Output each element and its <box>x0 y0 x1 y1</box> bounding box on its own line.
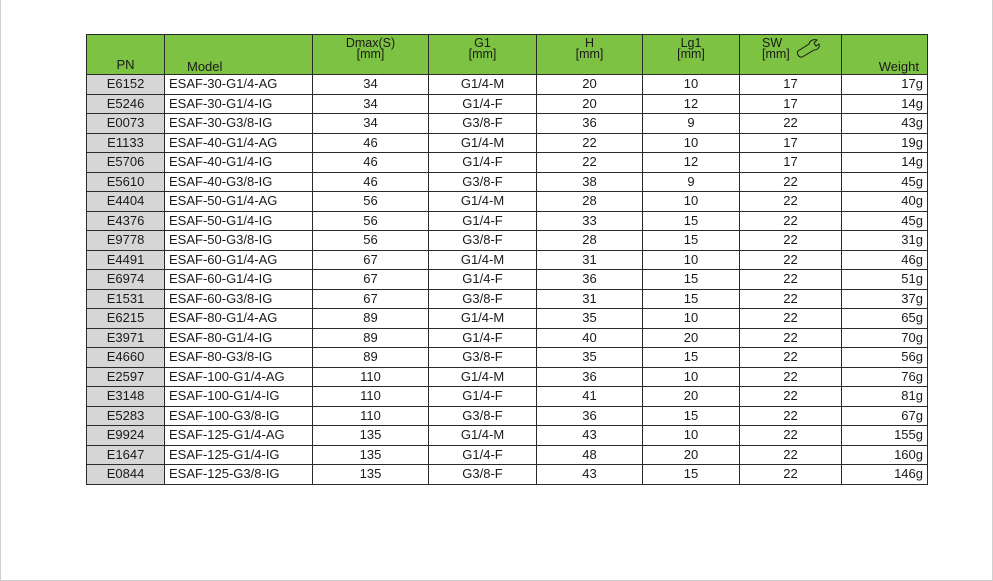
pn-cell: E5283 <box>87 406 165 426</box>
lg1-cell: 10 <box>643 192 740 212</box>
lg1-cell: 20 <box>643 445 740 465</box>
g1-cell: G1/4-F <box>429 153 537 173</box>
dmax-cell: 89 <box>313 348 429 368</box>
pn-cell: E4404 <box>87 192 165 212</box>
dmax-cell: 67 <box>313 270 429 290</box>
h-cell: 36 <box>537 367 643 387</box>
sw-cell: 22 <box>740 211 842 231</box>
lg1-cell: 15 <box>643 406 740 426</box>
wrench-icon <box>795 38 823 62</box>
h-cell: 31 <box>537 250 643 270</box>
pn-cell: E1647 <box>87 445 165 465</box>
model-cell: ESAF-30-G1/4-IG <box>165 94 313 114</box>
table-row <box>87 426 928 446</box>
dmax-cell: 135 <box>313 445 429 465</box>
header-h-name: H <box>584 36 595 50</box>
pn-cell: E0073 <box>87 114 165 134</box>
table-row <box>87 153 928 173</box>
dmax-cell: 46 <box>313 133 429 153</box>
weight-cell: 81g <box>842 387 928 407</box>
table-row <box>87 387 928 407</box>
table-row <box>87 114 928 134</box>
dmax-cell: 34 <box>313 75 429 95</box>
lg1-cell: 15 <box>643 231 740 251</box>
sw-cell: 22 <box>740 367 842 387</box>
weight-cell: 160g <box>842 445 928 465</box>
pn-cell: E2597 <box>87 367 165 387</box>
table-row <box>87 192 928 212</box>
header-pn: PN <box>87 35 165 75</box>
h-cell: 22 <box>537 153 643 173</box>
lg1-cell: 20 <box>643 387 740 407</box>
dmax-cell: 110 <box>313 367 429 387</box>
header-g1-name: G1 <box>474 36 491 50</box>
g1-cell: G3/8-F <box>429 231 537 251</box>
header-g1-unit: [mm] <box>468 47 497 61</box>
weight-cell: 43g <box>842 114 928 134</box>
h-cell: 40 <box>537 328 643 348</box>
weight-cell: 40g <box>842 192 928 212</box>
header-row <box>87 35 928 75</box>
header-lg1-name: Lg1 <box>680 36 702 50</box>
sw-cell: 22 <box>740 387 842 407</box>
model-cell: ESAF-30-G3/8-IG <box>165 114 313 134</box>
table-row <box>87 465 928 485</box>
weight-cell: 45g <box>842 211 928 231</box>
dmax-cell: 135 <box>313 426 429 446</box>
table-row <box>87 406 928 426</box>
pn-cell: E5610 <box>87 172 165 192</box>
dmax-cell: 67 <box>313 250 429 270</box>
table-row <box>87 250 928 270</box>
sw-cell: 22 <box>740 406 842 426</box>
model-cell: ESAF-60-G3/8-IG <box>165 289 313 309</box>
pn-cell: E4660 <box>87 348 165 368</box>
dmax-cell: 89 <box>313 328 429 348</box>
dmax-cell: 67 <box>313 289 429 309</box>
g1-cell: G1/4-M <box>429 426 537 446</box>
dmax-cell: 56 <box>313 211 429 231</box>
pn-cell: E4376 <box>87 211 165 231</box>
table-row <box>87 172 928 192</box>
pn-cell: E3148 <box>87 387 165 407</box>
h-cell: 20 <box>537 75 643 95</box>
pn-cell: E5246 <box>87 94 165 114</box>
lg1-cell: 9 <box>643 114 740 134</box>
dmax-cell: 56 <box>313 192 429 212</box>
header-sw <box>740 35 842 75</box>
weight-cell: 45g <box>842 172 928 192</box>
table-row <box>87 211 928 231</box>
lg1-cell: 12 <box>643 153 740 173</box>
sw-cell: 17 <box>740 133 842 153</box>
lg1-cell: 10 <box>643 367 740 387</box>
h-cell: 35 <box>537 309 643 329</box>
weight-cell: 67g <box>842 406 928 426</box>
weight-cell: 19g <box>842 133 928 153</box>
g1-cell: G1/4-M <box>429 367 537 387</box>
weight-cell: 14g <box>842 94 928 114</box>
lg1-cell: 12 <box>643 94 740 114</box>
model-cell: ESAF-80-G1/4-IG <box>165 328 313 348</box>
header-h-unit: [mm] <box>575 47 604 61</box>
g1-cell: G1/4-F <box>429 328 537 348</box>
pn-cell: E5706 <box>87 153 165 173</box>
model-cell: ESAF-60-G1/4-AG <box>165 250 313 270</box>
pn-cell: E9924 <box>87 426 165 446</box>
lg1-cell: 9 <box>643 172 740 192</box>
weight-cell: 146g <box>842 465 928 485</box>
lg1-cell: 15 <box>643 270 740 290</box>
h-cell: 41 <box>537 387 643 407</box>
model-cell: ESAF-125-G3/8-IG <box>165 465 313 485</box>
sw-cell: 22 <box>740 348 842 368</box>
dmax-cell: 89 <box>313 309 429 329</box>
dmax-cell: 110 <box>313 387 429 407</box>
pn-cell: E9778 <box>87 231 165 251</box>
model-cell: ESAF-50-G1/4-IG <box>165 211 313 231</box>
g1-cell: G1/4-F <box>429 94 537 114</box>
sw-cell: 22 <box>740 309 842 329</box>
g1-cell: G1/4-M <box>429 192 537 212</box>
header-lg1-unit: [mm] <box>677 47 705 61</box>
table-row <box>87 231 928 251</box>
h-cell: 33 <box>537 211 643 231</box>
header-sw-name: SW <box>762 36 783 50</box>
g1-cell: G1/4-M <box>429 250 537 270</box>
lg1-cell: 10 <box>643 426 740 446</box>
sw-cell: 22 <box>740 426 842 446</box>
h-cell: 28 <box>537 231 643 251</box>
sw-cell: 22 <box>740 270 842 290</box>
table-row <box>87 94 928 114</box>
h-cell: 43 <box>537 426 643 446</box>
g1-cell: G3/8-F <box>429 172 537 192</box>
weight-cell: 14g <box>842 153 928 173</box>
header-model: Model <box>165 35 313 75</box>
model-cell: ESAF-125-G1/4-IG <box>165 445 313 465</box>
table-row <box>87 75 928 95</box>
sw-cell: 22 <box>740 250 842 270</box>
pn-cell: E6215 <box>87 309 165 329</box>
h-cell: 22 <box>537 133 643 153</box>
pn-cell: E1133 <box>87 133 165 153</box>
h-cell: 36 <box>537 406 643 426</box>
g1-cell: G1/4-M <box>429 133 537 153</box>
model-cell: ESAF-125-G1/4-AG <box>165 426 313 446</box>
table-row <box>87 445 928 465</box>
weight-cell: 56g <box>842 348 928 368</box>
table-row <box>87 328 928 348</box>
model-cell: ESAF-40-G3/8-IG <box>165 172 313 192</box>
weight-cell: 155g <box>842 426 928 446</box>
h-cell: 28 <box>537 192 643 212</box>
model-cell: ESAF-100-G1/4-AG <box>165 367 313 387</box>
lg1-cell: 10 <box>643 309 740 329</box>
g1-cell: G3/8-F <box>429 406 537 426</box>
model-cell: ESAF-50-G1/4-AG <box>165 192 313 212</box>
dmax-cell: 46 <box>313 153 429 173</box>
dmax-cell: 34 <box>313 94 429 114</box>
g1-cell: G1/4-F <box>429 445 537 465</box>
g1-cell: G1/4-F <box>429 270 537 290</box>
h-cell: 43 <box>537 465 643 485</box>
table-header <box>87 35 928 75</box>
header-g1 <box>429 35 537 75</box>
g1-cell: G1/4-M <box>429 309 537 329</box>
weight-cell: 46g <box>842 250 928 270</box>
h-cell: 48 <box>537 445 643 465</box>
model-cell: ESAF-30-G1/4-AG <box>165 75 313 95</box>
pn-cell: E6152 <box>87 75 165 95</box>
sw-cell: 22 <box>740 172 842 192</box>
table-row <box>87 309 928 329</box>
h-cell: 38 <box>537 172 643 192</box>
lg1-cell: 15 <box>643 465 740 485</box>
g1-cell: G3/8-F <box>429 114 537 134</box>
model-cell: ESAF-100-G1/4-IG <box>165 387 313 407</box>
model-cell: ESAF-100-G3/8-IG <box>165 406 313 426</box>
g1-cell: G1/4-F <box>429 387 537 407</box>
weight-cell: 65g <box>842 309 928 329</box>
table-row <box>87 133 928 153</box>
h-cell: 35 <box>537 348 643 368</box>
pn-cell: E1531 <box>87 289 165 309</box>
lg1-cell: 10 <box>643 75 740 95</box>
g1-cell: G3/8-F <box>429 289 537 309</box>
sw-cell: 22 <box>740 192 842 212</box>
h-cell: 20 <box>537 94 643 114</box>
dmax-cell: 110 <box>313 406 429 426</box>
lg1-cell: 15 <box>643 211 740 231</box>
sw-cell: 22 <box>740 289 842 309</box>
g1-cell: G1/4-M <box>429 75 537 95</box>
h-cell: 31 <box>537 289 643 309</box>
pn-cell: E3971 <box>87 328 165 348</box>
table-row <box>87 348 928 368</box>
sw-cell: 17 <box>740 153 842 173</box>
product-spec-table <box>86 34 928 485</box>
lg1-cell: 15 <box>643 289 740 309</box>
sw-cell: 17 <box>740 75 842 95</box>
lg1-cell: 20 <box>643 328 740 348</box>
weight-cell: 70g <box>842 328 928 348</box>
pn-cell: E6974 <box>87 270 165 290</box>
weight-cell: 31g <box>842 231 928 251</box>
lg1-cell: 15 <box>643 348 740 368</box>
sw-cell: 22 <box>740 114 842 134</box>
header-dmax-unit: [mm] <box>356 47 385 61</box>
lg1-cell: 10 <box>643 133 740 153</box>
table-body <box>87 75 928 485</box>
sw-cell: 22 <box>740 328 842 348</box>
pn-cell: E0844 <box>87 465 165 485</box>
model-cell: ESAF-40-G1/4-IG <box>165 153 313 173</box>
header-dmax-name: Dmax(S) <box>345 36 396 50</box>
h-cell: 36 <box>537 270 643 290</box>
g1-cell: G3/8-F <box>429 465 537 485</box>
model-cell: ESAF-50-G3/8-IG <box>165 231 313 251</box>
g1-cell: G3/8-F <box>429 348 537 368</box>
dmax-cell: 56 <box>313 231 429 251</box>
h-cell: 36 <box>537 114 643 134</box>
weight-cell: 37g <box>842 289 928 309</box>
dmax-cell: 46 <box>313 172 429 192</box>
header-h <box>537 35 643 75</box>
model-cell: ESAF-80-G3/8-IG <box>165 348 313 368</box>
pn-cell: E4491 <box>87 250 165 270</box>
model-cell: ESAF-80-G1/4-AG <box>165 309 313 329</box>
sw-cell: 22 <box>740 231 842 251</box>
dmax-cell: 135 <box>313 465 429 485</box>
sw-cell: 17 <box>740 94 842 114</box>
lg1-cell: 10 <box>643 250 740 270</box>
model-cell: ESAF-40-G1/4-AG <box>165 133 313 153</box>
header-sw-unit: [mm] <box>762 47 790 61</box>
table-row <box>87 367 928 387</box>
header-weight: Weight <box>842 35 928 75</box>
weight-cell: 51g <box>842 270 928 290</box>
sw-cell: 22 <box>740 465 842 485</box>
header-lg1 <box>643 35 740 75</box>
table-row <box>87 270 928 290</box>
weight-cell: 76g <box>842 367 928 387</box>
model-cell: ESAF-60-G1/4-IG <box>165 270 313 290</box>
dmax-cell: 34 <box>313 114 429 134</box>
header-dmax <box>313 35 429 75</box>
weight-cell: 17g <box>842 75 928 95</box>
sw-cell: 22 <box>740 445 842 465</box>
g1-cell: G1/4-F <box>429 211 537 231</box>
table-row <box>87 289 928 309</box>
